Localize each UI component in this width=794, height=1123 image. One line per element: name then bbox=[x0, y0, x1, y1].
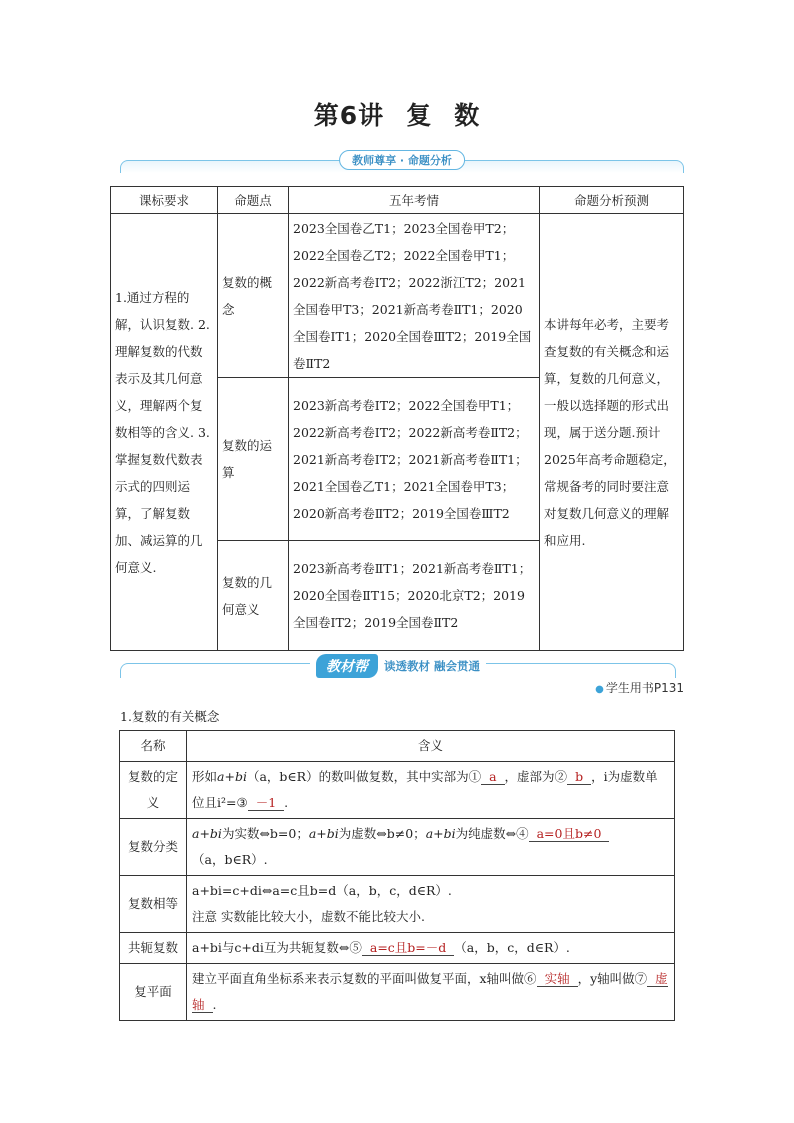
col-header: 五年考情 bbox=[289, 187, 540, 214]
student-book-reference: ● 学生用书P131 bbox=[595, 681, 684, 695]
section-subheading: 1.复数的有关概念 bbox=[120, 709, 220, 724]
concept-definition: a+bi=c+di⇔a=c且b=d（a，b，c，d∈R）. 注意 实数能比较大小，虚数不能比较大小. bbox=[187, 876, 675, 933]
col-header: 课标要求 bbox=[111, 187, 218, 214]
col-header: 名称 bbox=[120, 731, 187, 762]
topic-point: 复数的概念 bbox=[218, 214, 289, 378]
answer-blank: a=0且b≠0 bbox=[529, 826, 610, 842]
curriculum-requirements: 1.通过方程的解，认识复数. 2.理解复数的代数表示及其几何意义，理解两个复数相等的含义. 3.掌握复数代数表示式的四则运算，了解复数加、减运算的几何意义. bbox=[111, 214, 218, 651]
teacher-section-band bbox=[120, 150, 684, 172]
answer-blank: 实轴 bbox=[537, 971, 578, 987]
teacher-section-label: 教师尊享 · 命题分析 bbox=[339, 150, 465, 170]
exam-history: 2023全国卷乙T1；2023全国卷甲T2；2022全国卷乙T2；2022全国卷甲T1；2022新高考卷ⅠT2；2022浙江T2；2021全国卷甲T3；2021新高考卷ⅡT1；2020全国卷ⅠT1；2020全国卷ⅢT2；2019全国卷ⅡT2 bbox=[289, 214, 540, 378]
concept-name: 复数的定义 bbox=[120, 762, 187, 819]
exam-analysis-table bbox=[110, 186, 684, 651]
page-title: 第6讲 复 数 bbox=[313, 101, 481, 130]
concept-name: 复平面 bbox=[120, 964, 187, 1021]
answer-blank: a=c且b=－d bbox=[362, 940, 454, 956]
answer-blank: a bbox=[481, 769, 504, 785]
bullet-icon: ● bbox=[595, 684, 604, 695]
prediction-text: 本讲每年必考，主要考查复数的有关概念和运算，复数的几何意义，一般以选择题的形式出现，属于送分题.预计2025年高考命题稳定，常规备考的同时要注意对复数几何意义的理解和应用. bbox=[540, 214, 684, 651]
concept-definition: a+bi与c+di互为共轭复数⇔⑤ a=c且b=－d （a，b，c，d∈R）. bbox=[187, 933, 675, 964]
topic-point: 复数的几何意义 bbox=[218, 541, 289, 651]
concept-name: 复数相等 bbox=[120, 876, 187, 933]
col-header: 含义 bbox=[187, 731, 675, 762]
col-header: 命题点 bbox=[218, 187, 289, 214]
topic-point: 复数的运算 bbox=[218, 378, 289, 541]
answer-blank: 虚轴 bbox=[192, 971, 668, 1012]
concept-definition: 形如a+bi（a，b∈R）的数叫做复数，其中实部为① a ，虚部为② b ，i为虚数单位且i²=③ －1 . bbox=[187, 762, 675, 819]
textbook-section-band bbox=[120, 656, 676, 678]
concept-definition: 建立平面直角坐标系来表示复数的平面叫做复平面，x轴叫做⑥ 实轴 ，y轴叫做⑦ 虚轴 . bbox=[187, 964, 675, 1021]
exam-history: 2023新高考卷ⅠT2；2022全国卷甲T1；2022新高考卷ⅠT2；2022新高考卷ⅡT2；2021新高考卷ⅠT2；2021新高考卷ⅡT1；2021全国卷乙T1；2021全国卷甲T3；2020新高考卷ⅡT2；2019全国卷ⅢT2 bbox=[289, 378, 540, 541]
exam-history: 2023新高考卷ⅡT1；2021新高考卷ⅡT1；2020全国卷ⅡT15；2020北京T2；2019全国卷ⅠT2；2019全国卷ⅡT2 bbox=[289, 541, 540, 651]
answer-blank: b bbox=[567, 769, 591, 785]
note-text: 注意 实数能比较大小，虚数不能比较大小. bbox=[192, 909, 425, 924]
concept-definition: a+bi为实数⇔b=0；a+bi为虚数⇔b≠0；a+bi为纯虚数⇔④ a=0且b≠0 （a，b∈R）. bbox=[187, 819, 675, 876]
answer-blank: －1 bbox=[248, 795, 284, 811]
textbook-badge: 教材帮 bbox=[316, 654, 378, 678]
concept-name: 复数分类 bbox=[120, 819, 187, 876]
concept-name: 共轭复数 bbox=[120, 933, 187, 964]
col-header: 命题分析预测 bbox=[540, 187, 684, 214]
complex-concepts-table bbox=[119, 730, 675, 1021]
textbook-subtitle: 读透教材 融会贯通 bbox=[384, 659, 481, 673]
